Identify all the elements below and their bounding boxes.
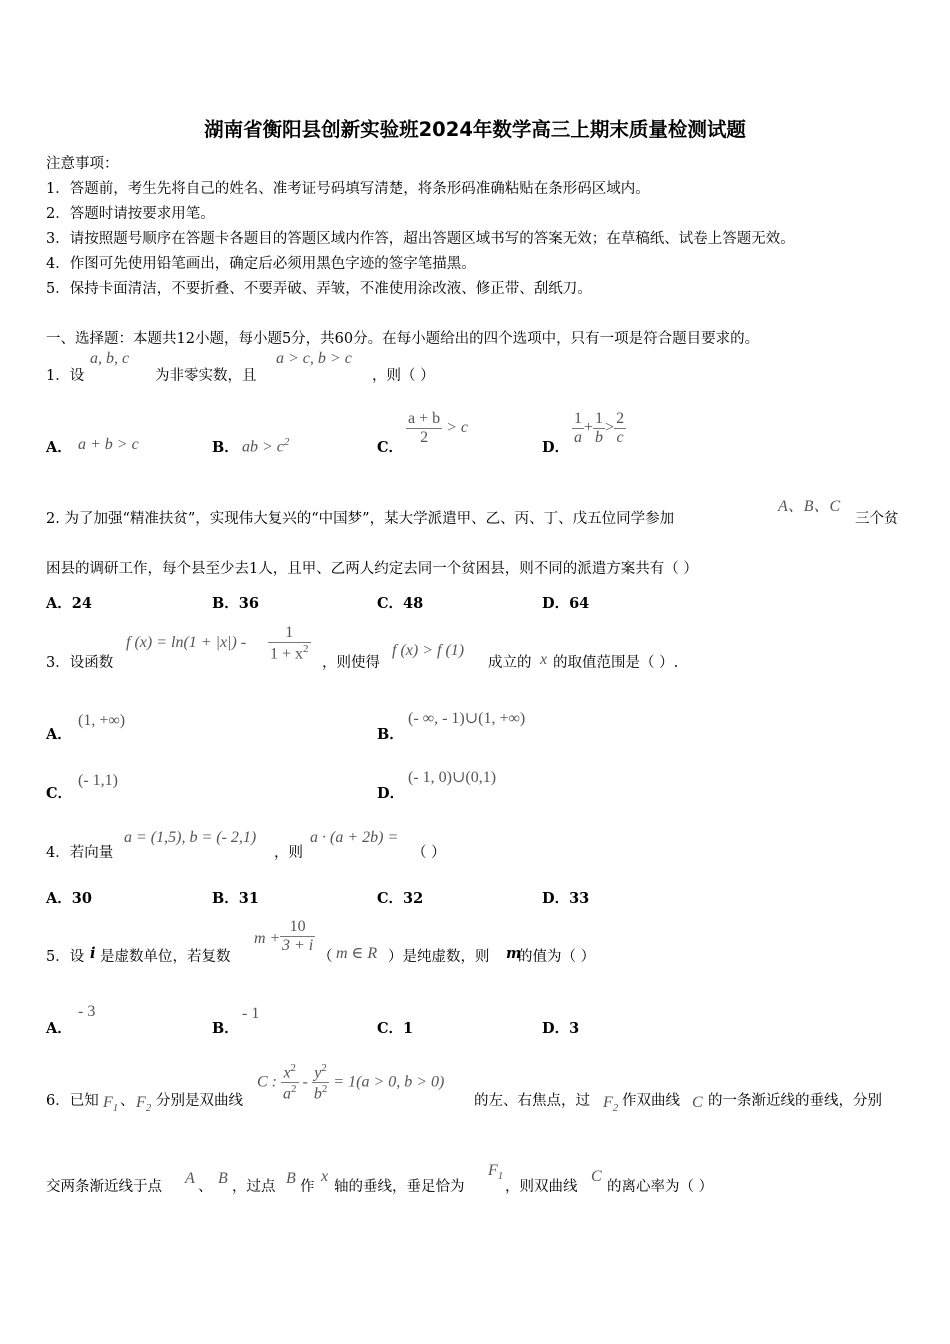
q6-line2-c: ，过点 <box>232 1179 276 1195</box>
notice-item-4: 4．作图可先使用铅笔画出，确定后必须用黑色字迹的签字笔描黑。 <box>46 256 476 272</box>
q6-f1b: $F_1$ <box>488 1162 504 1183</box>
q3-option-d: (- 1, 0)∪(0,1) <box>408 769 497 786</box>
q6-mid3: 作双曲线 <box>622 1093 680 1109</box>
q5-i: i <box>90 945 96 962</box>
q4-option-c: C．32 <box>377 890 424 907</box>
q6-f2b: $F_2$ <box>603 1094 619 1115</box>
notice-item-3: 3．请按照题号顺序在答题卡各题目的答题区域内作答，超出答题区域书写的答案无效；在草稿纸、试卷上答题无效。 <box>46 231 795 247</box>
q6-mid2: 的左、右焦点，过 <box>474 1093 590 1109</box>
q1-pre: 1．设 <box>46 368 85 384</box>
q1-vars: a, b, c <box>90 350 130 367</box>
q6-point-a: A <box>185 1170 195 1187</box>
q6-c2: C <box>591 1168 602 1185</box>
q5-pre: 5．设 <box>46 949 85 965</box>
q6-post: 的一条渐近线的垂线，分别 <box>708 1093 882 1109</box>
q6-c: C <box>692 1094 703 1111</box>
notice-heading: 注意事项： <box>46 156 119 172</box>
q5-option-b-label: B． <box>212 1020 239 1037</box>
q6-f1: $F_1$ <box>103 1094 119 1115</box>
q5-option-b: - 1 <box>242 1005 260 1022</box>
q5-cond: m ∈ R <box>336 945 378 962</box>
notice-item-2: 2．答题时请按要求用笔。 <box>46 206 215 222</box>
q2-line1: 2. 为了加强“精准扶贫”，实现伟大复兴的“中国梦”，某大学派遣甲、乙、丙、丁、戊五位同学参加 <box>46 511 675 527</box>
q6-line2-d: 作 <box>300 1179 315 1195</box>
q3-inequality: f (x) > f (1) <box>392 642 465 659</box>
q3-function: f (x) = ln(1 + |x|) - <box>126 634 247 651</box>
q3-fraction: $\frac{1}{1 + x^2}$ <box>270 624 309 663</box>
q3-pre: 3．设函数 <box>46 655 114 671</box>
q4-mid: ，则 <box>274 845 303 861</box>
q2-line1-post: 三个贫 <box>855 511 899 527</box>
q5-option-c: C．1 <box>377 1020 414 1037</box>
q3-x: x <box>540 651 548 668</box>
q5-post: 的值为（ ） <box>518 949 596 965</box>
q2-line2: 困县的调研工作，每个县至少去1人，且甲、乙两人约定去同一个贫困县，则不同的派遣方案共有（ ） <box>46 561 698 577</box>
q3-option-c-label: C． <box>46 785 73 802</box>
q3-mid: ，则使得 <box>322 655 380 671</box>
q3-option-b: (- ∞, - 1)∪(1, +∞) <box>408 710 526 727</box>
q3-option-c: (- 1,1) <box>78 772 118 789</box>
q2-option-a: A．24 <box>46 595 92 612</box>
notice-item-5: 5．保持卡面清洁，不要折叠、不要弄破、弄皱，不准使用涂改液、修正带、刮纸刀。 <box>46 281 592 297</box>
q1-option-c: $\frac{a + b}{2}$ > c <box>408 410 469 446</box>
q6-point-b: B <box>218 1170 228 1187</box>
q6-x: x <box>321 1168 329 1185</box>
q3-option-a: (1, +∞) <box>78 712 126 729</box>
q3-post: 的取值范围是（ ）. <box>553 655 679 671</box>
q4-expression: a · (a + 2b) = <box>310 829 399 846</box>
q6-sep: 、 <box>120 1093 135 1109</box>
q3-mid2: 成立的 <box>488 655 532 671</box>
q5-option-d: D．3 <box>542 1020 580 1037</box>
section-heading: 一、选择题：本题共12小题，每小题5分，共60分。在每小题给出的四个选项中，只有一项是符合题目要求的。 <box>46 331 760 347</box>
q5-option-a: - 3 <box>78 1003 96 1020</box>
q4-option-a: A．30 <box>46 890 92 907</box>
q4-option-b: B．31 <box>212 890 259 907</box>
q5-mid: 是虚数单位，若复数 <box>100 949 231 965</box>
q6-f2: $F_2$ <box>136 1094 152 1115</box>
q5-option-a-label: A． <box>46 1020 72 1037</box>
q6-mid: 分别是双曲线 <box>156 1093 243 1109</box>
q2-places: A、B、C <box>778 498 841 515</box>
q1-option-b-label: B． <box>212 439 239 456</box>
q1-option-a-label: A． <box>46 439 72 456</box>
q5-m2: m <box>506 945 522 962</box>
q2-option-c: C．48 <box>377 595 424 612</box>
q5-cond-open: （ <box>318 949 333 965</box>
q1-option-c-label: C． <box>377 439 404 456</box>
q1-option-a: a + b > c <box>78 436 139 453</box>
q3-option-b-label: B． <box>377 726 404 743</box>
q5-m: m + <box>254 930 281 947</box>
q3-option-a-label: A． <box>46 726 72 743</box>
q4-vectors: a = (1,5), b = (- 2,1) <box>124 829 257 846</box>
q6-pre: 6．已知 <box>46 1093 99 1109</box>
notice-item-1: 1．答题前，考生先将自己的姓名、准考证号码填写清楚，将条形码准确粘贴在条形码区域内。 <box>46 181 650 197</box>
q1-cond: a > c, b > c <box>276 350 352 367</box>
q6-line2-f: ，则双曲线 <box>505 1179 578 1195</box>
q6-line2-b: 、 <box>198 1179 213 1195</box>
q1-option-d: $\frac{1}{a}$ + $\frac{1}{b}$ > $\frac{2}{c}$ <box>574 410 625 446</box>
q6-line2-e: 轴的垂线，垂足恰为 <box>334 1179 465 1195</box>
q4-post: （ ） <box>412 845 446 861</box>
q1-option-b: ab > $c^2$ <box>242 436 290 456</box>
q6-line2-g: 的离心率为（ ） <box>607 1179 714 1195</box>
q1-post: ，则（ ） <box>372 368 435 384</box>
page-title: 湖南省衡阳县创新实验班2024年数学高三上期末质量检测试题 <box>204 118 746 141</box>
q6-hyperbola: C : $\frac{x^2}{a^2}$ - $\frac{y^2}{b^2}$ = 1(a > 0, b > 0) <box>257 1062 445 1103</box>
q5-cond-close: ）是纯虚数，则 <box>388 949 490 965</box>
q2-option-d: D．64 <box>542 595 590 612</box>
q4-option-d: D．33 <box>542 890 590 907</box>
q4-pre: 4．若向量 <box>46 845 114 861</box>
q2-option-b: B．36 <box>212 595 259 612</box>
q1-mid: 为非零实数，且 <box>155 368 257 384</box>
q6-line2-a: 交两条渐近线于点 <box>46 1179 162 1195</box>
q3-option-d-label: D． <box>377 785 405 802</box>
q5-fraction: $\frac{10}{3 + i}$ <box>282 918 314 954</box>
q1-option-d-label: D． <box>542 439 570 456</box>
q6-point-b2: B <box>286 1170 296 1187</box>
